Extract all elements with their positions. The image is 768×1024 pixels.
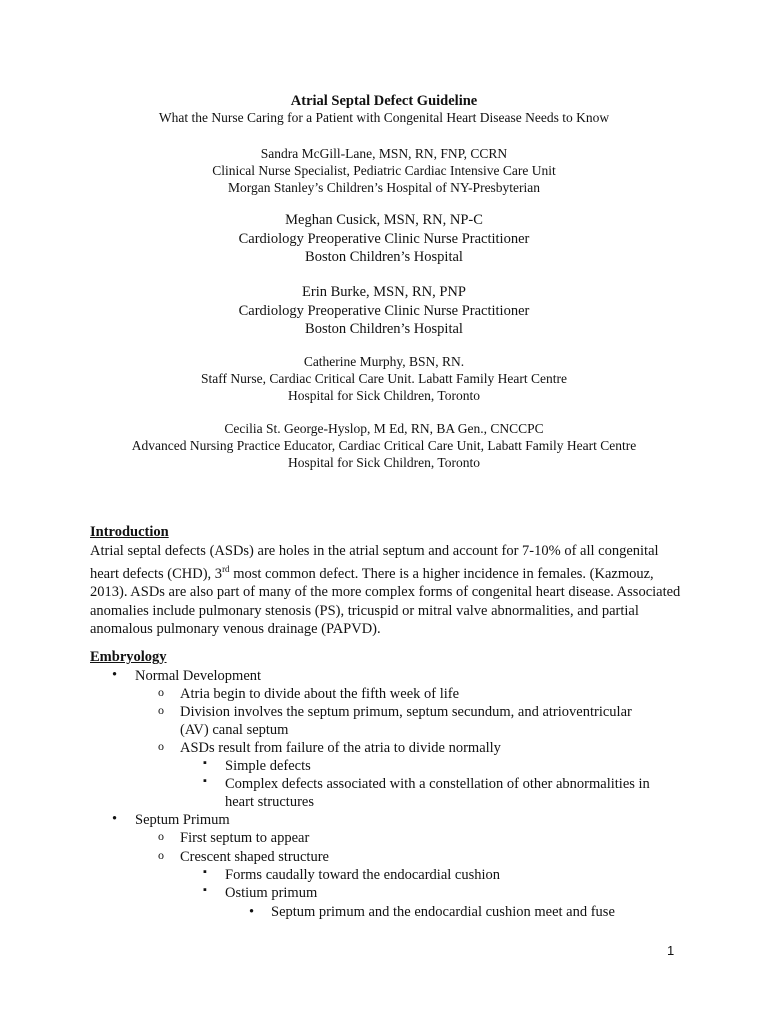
introduction-heading: Introduction	[90, 524, 169, 540]
bullet-marker: •	[249, 904, 255, 920]
author-name: Sandra McGill-Lane, MSN, RN, FNP, CCRN	[260, 146, 508, 161]
list-item: heart structures	[225, 794, 314, 810]
author-affiliation: Boston Children’s Hospital	[305, 249, 463, 265]
list-item: Complex defects associated with a constellation of other abnormalities in	[225, 776, 650, 792]
bullet-marker: o	[158, 829, 164, 843]
list-item: Normal Development	[135, 668, 262, 684]
list-item: Forms caudally toward the endocardial cushion	[225, 867, 501, 883]
list-item: First septum to appear	[180, 830, 310, 846]
intro-superscript: rd	[222, 564, 230, 575]
document-title: Atrial Septal Defect Guideline	[290, 93, 478, 109]
author-affiliation: Morgan Stanley’s Children’s Hospital of NY-Presbyterian	[227, 180, 541, 195]
author-affiliation: Hospital for Sick Children, Toronto	[288, 388, 480, 403]
author-name: Catherine Murphy, BSN, RN.	[303, 354, 465, 369]
author-role: Clinical Nurse Specialist, Pediatric Cardiac Intensive Care Unit	[212, 163, 556, 178]
list-item: Division involves the septum primum, septum secundum, and atrioventricular	[180, 704, 632, 720]
author-block-4	[0, 353, 768, 404]
embryology-heading: Embryology	[90, 649, 167, 665]
intro-text-end: most common defect. There is a higher incidence in females. (Kazmouz, 2013). ASDs are also part of many of the more complex forms of congenital heart disease. Associated anomalies include pulmonary stenosis (PS), tricuspid or mitral valve abnormalities, and partial anomalous pulmonary venous drainage (PAPVD).	[90, 566, 681, 638]
list-item: ASDs result from failure of the atria to divide normally	[180, 740, 501, 756]
author-role: Staff Nurse, Cardiac Critical Care Unit. Labatt Family Heart Centre	[200, 371, 567, 386]
bullet-marker: o	[158, 685, 164, 699]
bullet-marker: ▪	[203, 757, 207, 769]
author-name: Erin Burke, MSN, RN, PNP	[302, 284, 466, 300]
author-role: Cardiology Preoperative Clinic Nurse Practitioner	[238, 302, 530, 319]
bullet-marker: o	[158, 703, 164, 717]
author-block-1	[0, 145, 768, 196]
list-item: Ostium primum	[225, 885, 318, 901]
author-affiliation: Boston Children’s Hospital	[305, 321, 463, 337]
author-block-5	[0, 420, 768, 471]
author-affiliation: Hospital for Sick Children, Toronto	[288, 455, 480, 470]
list-item: Atria begin to divide about the fifth week of life	[180, 686, 460, 702]
author-block-3	[0, 283, 768, 339]
bullet-marker: o	[158, 848, 164, 862]
bullet-marker: o	[158, 739, 164, 753]
list-item: Septum Primum	[135, 812, 230, 828]
bullet-marker: ▪	[203, 884, 207, 896]
list-item: (AV) canal septum	[180, 722, 289, 738]
introduction-paragraph	[90, 542, 690, 638]
author-role: Cardiology Preoperative Clinic Nurse Practitioner	[238, 230, 530, 247]
author-name: Meghan Cusick, MSN, RN, NP-C	[285, 212, 483, 228]
bullet-marker: ▪	[203, 866, 207, 878]
list-item: Simple defects	[225, 758, 311, 774]
bullet-marker: ▪	[203, 775, 207, 787]
list-item: Septum primum and the endocardial cushion meet and fuse	[271, 904, 615, 920]
page-number: 1	[667, 943, 675, 958]
document-subtitle: What the Nurse Caring for a Patient with Congenital Heart Disease Needs to Know	[158, 110, 610, 125]
list-item: Crescent shaped structure	[180, 849, 329, 865]
author-role: Advanced Nursing Practice Educator, Cardiac Critical Care Unit, Labatt Family Heart Centre	[131, 438, 637, 453]
author-block-2	[0, 211, 768, 267]
author-name: Cecilia St. George-Hyslop, M Ed, RN, BA Gen., CNCCPC	[224, 421, 544, 436]
intro-text-start: Atrial septal defects (ASDs) are holes in the atrial septum and account for 7-10% of all congenital heart defects (CHD), 3	[90, 543, 659, 583]
bullet-marker: •	[112, 811, 118, 827]
bullet-marker: •	[112, 667, 118, 683]
